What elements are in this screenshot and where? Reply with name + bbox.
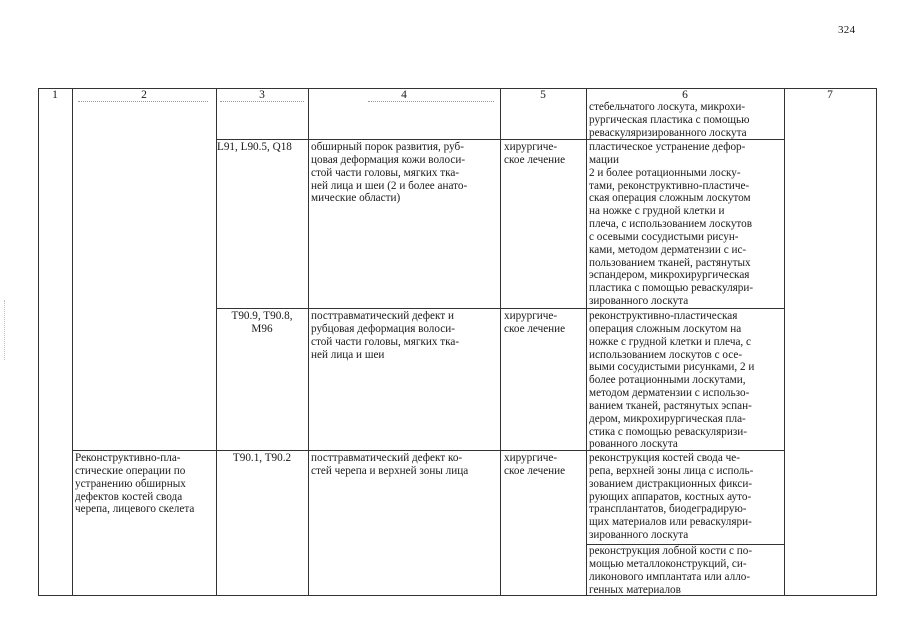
diagnosis-code-cell: L91, L90.5, Q18 [217,141,292,153]
method-cell: реконструкция костей свода че- репа, верхней зоны лица с исполь- зованием дистракционных фикси- рующих аппаратов, костных ауто- трансплантатов, биодеградирую- щих материалов или реваскуляри- зированного лоскута [589,452,754,542]
header-col-3: 3 [259,89,265,101]
header-dotted-rule [78,101,208,102]
medical-procedures-table [38,88,877,596]
method-cell: реконструктивно-пластическая операция сложным лоскутом на ножке с грудной клетки и плеча, с использованием лоскутов с осе- выми сосудистыми рисунками, 2 и более ротационными лоскутами, методом дерматензии с использо- ванием тканей, растянутых эспан- дером, микрохирургическая пла- стика с помощью реваскуляризи- рованного лоскута [589,310,755,451]
scan-edge-mark [4,300,11,360]
diagnosis-code-cell: T90.9, T90.8, M96 [231,310,293,335]
defect-description-cell: обширный порок развития, руб- цовая деформация кожи волоси- стой части головы, мягких тка- ней лица и шеи (2 и более анато- мические области) [311,141,468,205]
page-number: 324 [838,24,856,36]
header-dotted-rule [368,101,494,102]
treatment-type-cell: хирургиче- ское лечение [504,310,566,335]
diagnosis-code-cell: T90.1, T90.2 [232,452,292,464]
header-dotted-rule [220,101,304,102]
column-divider-4-5 [500,88,501,596]
defect-description-cell: посттравматический дефект ко- стей черепа и верхней зоны лица [311,452,469,477]
method-cell: пластическое устранение дефор- мации 2 и более ротационными лоску- тами, реконструктивно-пластиче- ская операция сложным лоскутом на ножке с грудной клетки и плеча, с использованием лоскутов с осевыми сосудистыми рисун- ками, методом дерматензии с ис- пользованием тканей, растянутых эспандером, микрохирургическая пластика с помощью реваскуляри- зированного лоскута [589,141,754,308]
header-col-4: 4 [401,89,407,101]
header-col-2: 2 [141,89,147,101]
header-col-5: 5 [540,89,546,101]
procedure-group-cell: Реконструктивно-пла- стические операции по устранению обширных дефектов костей свода черепа, лицевого скелета [75,452,195,516]
header-col-7: 7 [827,89,833,101]
row-divider-2 [216,308,784,309]
method-cell: стебельчатого лоскута, микрохи- рургическая пластика с помощью реваскуляризированного лоскута [589,101,750,139]
table-border-right [876,88,877,596]
header-col-6: 6 [682,89,688,101]
column-divider-3-4 [308,88,309,596]
method-cell: реконструкция лобной кости с по- мощью металлоконструкций, си- ликонового имплантата или алло- генных материалов [589,545,753,596]
header-col-1: 1 [52,89,58,101]
column-divider-6-7 [784,88,785,596]
treatment-type-cell: хирургиче- ское лечение [504,141,566,166]
defect-description-cell: посттравматический дефект и рубцовая деформация волоси- стой части головы, мягких тка- ней лица и шеи [311,310,460,361]
column-divider-5-6 [586,88,587,596]
column-divider-2-3 [216,88,217,596]
treatment-type-cell: хирургиче- ское лечение [504,452,566,477]
table-border-left [38,88,39,596]
column-divider-1-2 [72,88,73,596]
